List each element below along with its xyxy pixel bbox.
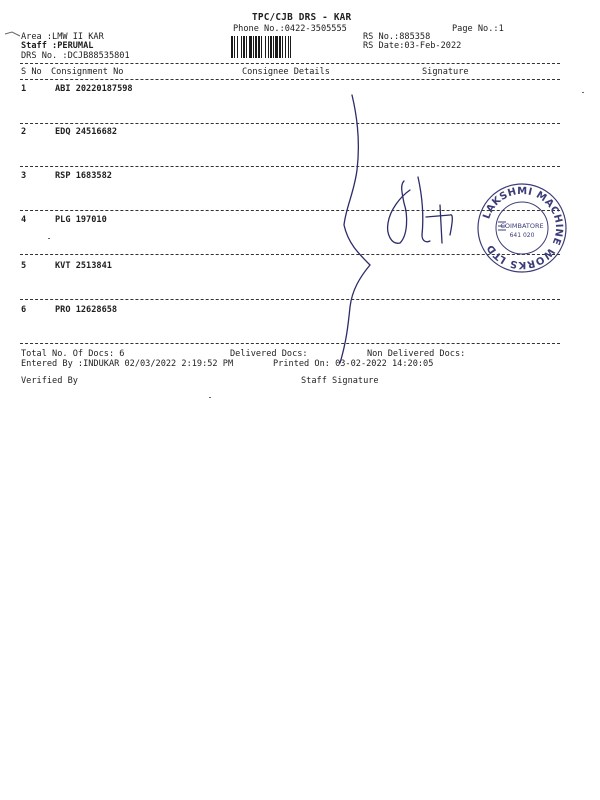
drs-number: DRS No. :DCJB88535801 [21, 51, 130, 61]
seal-ring-text: LAKSHMI MACHINE WORKS LTD [481, 185, 565, 271]
company-seal [476, 182, 568, 274]
row-5-s-no: 5 [21, 261, 27, 271]
barcode-bar [279, 36, 281, 58]
barcode-bar [243, 36, 245, 58]
barcode-bar [255, 36, 257, 58]
barcode-bar [282, 36, 283, 58]
row-1-s-no: 1 [21, 84, 27, 94]
barcode-bar [273, 36, 274, 58]
area-field: Area :LMW II KAR [21, 32, 104, 42]
barcode-bar [246, 36, 247, 58]
barcode-bar [258, 36, 260, 58]
divider [20, 63, 560, 64]
barcode-bar [265, 36, 266, 58]
row-4-s-no: 4 [21, 215, 27, 225]
barcode-bar [268, 36, 269, 58]
col-header-signature: Signature [422, 67, 469, 77]
col-header-consignee-details: Consignee Details [242, 67, 330, 77]
verified-by: Verified By [21, 376, 78, 386]
row-3-s-no: 3 [21, 171, 27, 181]
row-4-consignment: PLG 197010 [55, 215, 107, 225]
barcode-bar [237, 36, 238, 58]
total-docs: Total No. Of Docs: 6 [21, 349, 125, 359]
barcode-bar [275, 36, 278, 58]
non-delivered-docs: Non Delivered Docs: [367, 349, 466, 359]
entered-by: Entered By :INDUKAR 02/03/2022 2:19:52 PM [21, 359, 234, 369]
document-title: TPC/CJB DRS - KAR [252, 12, 352, 23]
barcode-bar [231, 36, 233, 58]
seal-pin: 641 020 [509, 232, 535, 239]
printed-on: Printed On: 03-02-2022 14:20:05 [273, 359, 434, 369]
row-2-consignment: EDQ 24516682 [55, 127, 118, 137]
row-1-consignment: ABI 20220187598 [55, 84, 133, 94]
phone-number: Phone No.:0422-3505555 [233, 24, 347, 34]
seal-city: COIMBATORE [500, 222, 544, 230]
row-6-s-no: 6 [21, 305, 27, 315]
barcode-bar [261, 36, 262, 58]
scan-mark-icon [4, 30, 24, 40]
divider [20, 79, 560, 80]
rs-number: RS No.:885358 [363, 32, 431, 42]
handwritten-signature [300, 85, 480, 365]
barcode-bar [285, 36, 286, 58]
col-header-s-no: S No [21, 67, 42, 77]
row-3-consignment: RSP 1683582 [55, 171, 112, 181]
barcode-bar [290, 36, 291, 58]
row-6-consignment: PRO 12628658 [55, 305, 118, 315]
barcode-bar [234, 36, 235, 58]
row-5-consignment: KVT 2513841 [55, 261, 112, 271]
barcode-bar [270, 36, 272, 58]
barcode-bar [249, 36, 252, 58]
col-header-consignment-no: Consignment No [51, 67, 124, 77]
delivered-docs: Delivered Docs: [230, 349, 308, 359]
barcode-bar [253, 36, 254, 58]
barcode-bar [241, 36, 242, 58]
rs-date: RS Date:03-Feb-2022 [363, 41, 462, 51]
barcode-icon [231, 36, 351, 58]
scan-speck [209, 397, 211, 398]
staff-field: Staff :PERUMAL [21, 41, 94, 51]
staff-signature-label: Staff Signature [301, 376, 379, 386]
barcode-bar [288, 36, 289, 58]
page-number: Page No.:1 [452, 24, 504, 34]
scan-speck [48, 238, 50, 239]
row-2-s-no: 2 [21, 127, 27, 137]
scan-speck [582, 92, 584, 93]
